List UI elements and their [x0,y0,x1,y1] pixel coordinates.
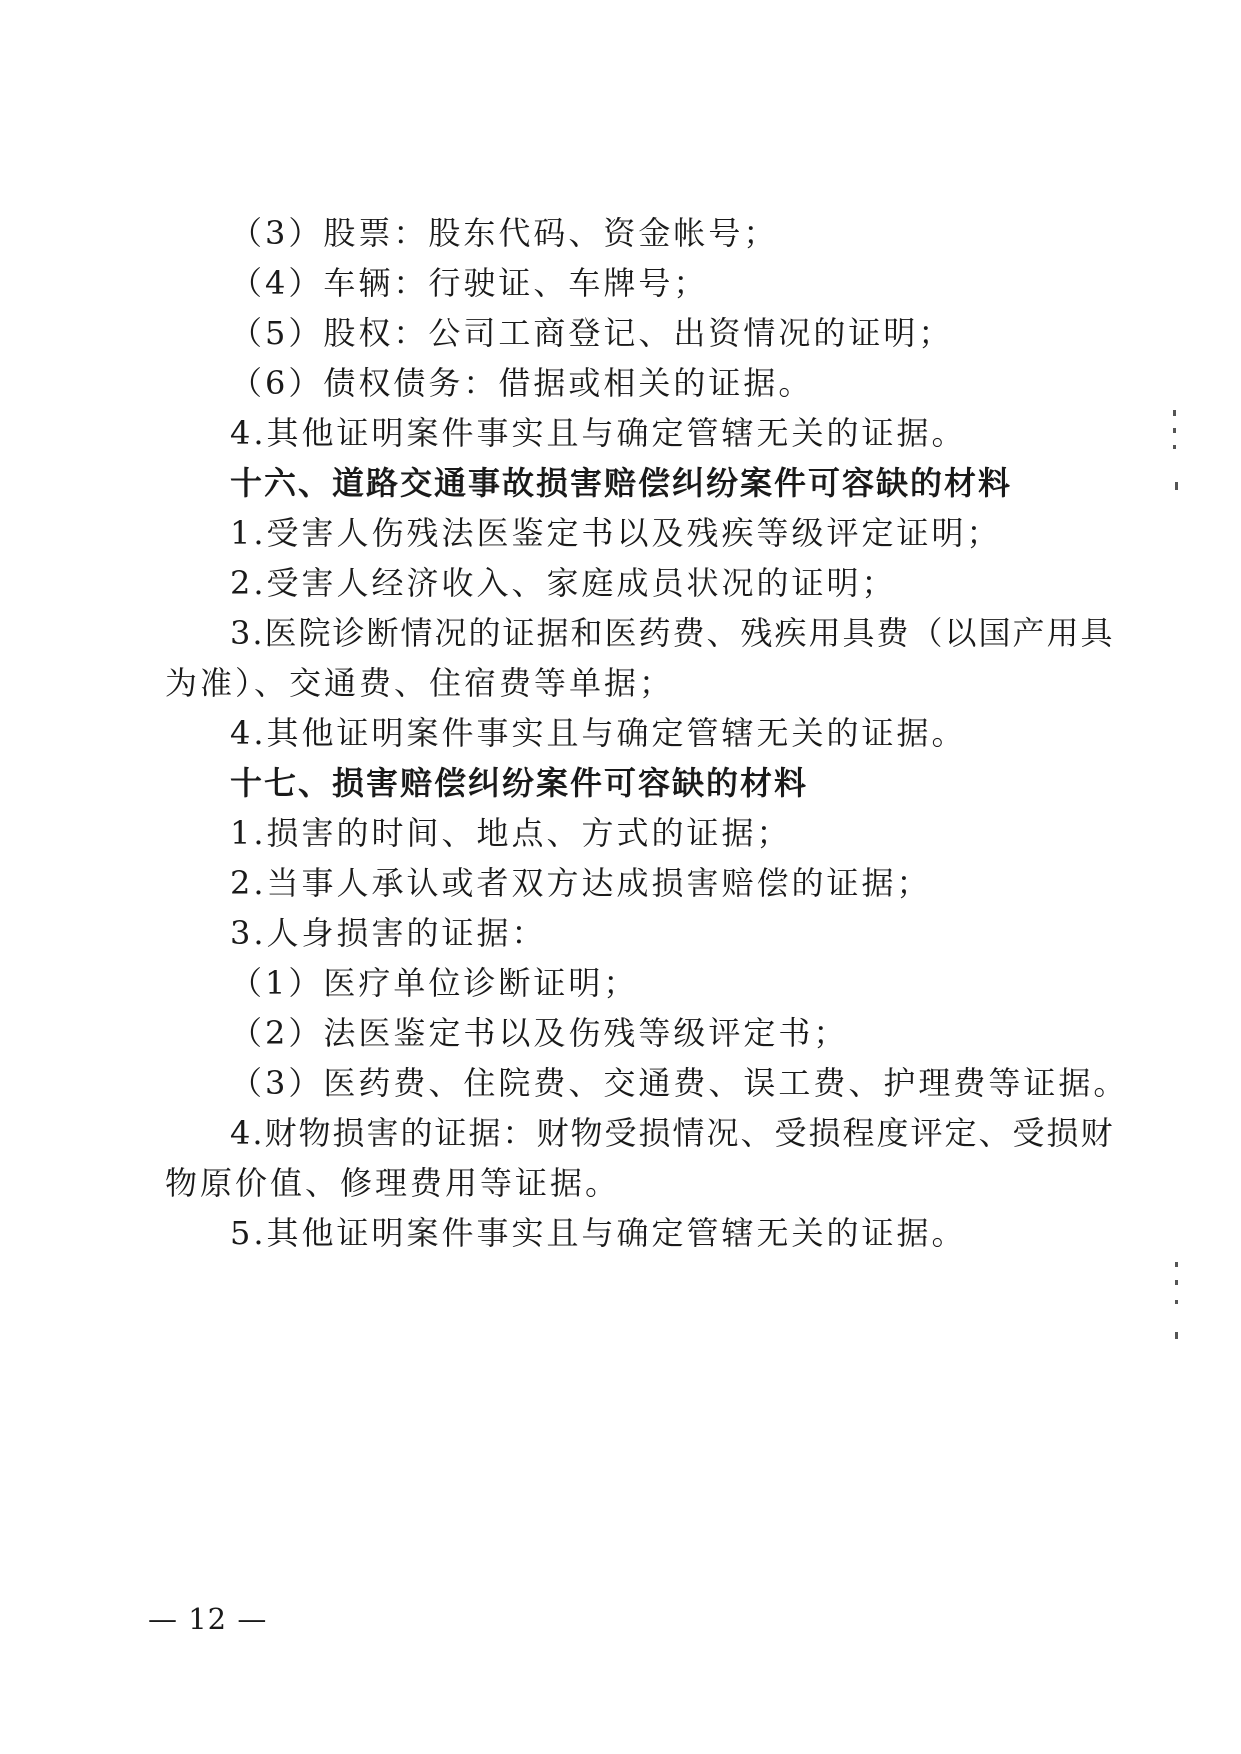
list-item-equity: （5）股权：公司工商登记、出资情况的证明； [230,314,954,352]
list-item-debts: （6）债权债务：借据或相关的证据。 [230,364,814,402]
scan-mark [1173,445,1176,449]
list-item: 1.受害人伤残法医鉴定书以及残疾等级评定证明； [230,514,1002,552]
list-item-continuation: 物原价值、修理费用等证据。 [165,1164,621,1202]
list-item-stocks: （3）股票：股东代码、资金帐号； [230,214,779,252]
list-item: （2）法医鉴定书以及伤残等级评定书； [230,1014,849,1052]
scan-mark [1173,428,1176,433]
list-item: （1）医疗单位诊断证明； [230,964,639,1002]
list-item: 4.财物损害的证据：财物受损情况、受损程度评定、受损财 [230,1114,1115,1152]
section-heading-damage-compensation: 十七、损害赔偿纠纷案件可容缺的材料 [230,764,809,802]
scan-mark [1175,1332,1178,1339]
list-item-vehicles: （4）车辆：行驶证、车牌号； [230,264,709,302]
list-item: 1.损害的时间、地点、方式的证据； [230,814,792,852]
page-number: — 12 — [148,1602,268,1636]
scan-mark [1175,1262,1178,1267]
list-item: 2.受害人经济收入、家庭成员状况的证明； [230,564,897,602]
list-item: 2.当事人承认或者双方达成损害赔偿的证据； [230,864,932,902]
list-item: 5.其他证明案件事实且与确定管辖无关的证据。 [230,1214,967,1252]
list-item: 4.其他证明案件事实且与确定管辖无关的证据。 [230,714,967,752]
scan-mark [1175,1280,1178,1285]
list-item-continuation: 为准）、交通费、住宿费等单据； [165,664,675,702]
scan-mark [1175,1300,1178,1304]
scan-mark [1173,410,1176,416]
list-item: 3.人身损害的证据： [230,914,547,952]
list-item: （3）医药费、住院费、交通费、误工费、护理费等证据。 [230,1064,1129,1102]
scan-mark [1175,482,1178,490]
list-item: 3.医院诊断情况的证据和医药费、残疾用具费（以国产用具 [230,614,1115,652]
list-item-other-evidence: 4.其他证明案件事实且与确定管辖无关的证据。 [230,414,967,452]
section-heading-traffic-accident: 十六、道路交通事故损害赔偿纠纷案件可容缺的材料 [230,464,1013,502]
